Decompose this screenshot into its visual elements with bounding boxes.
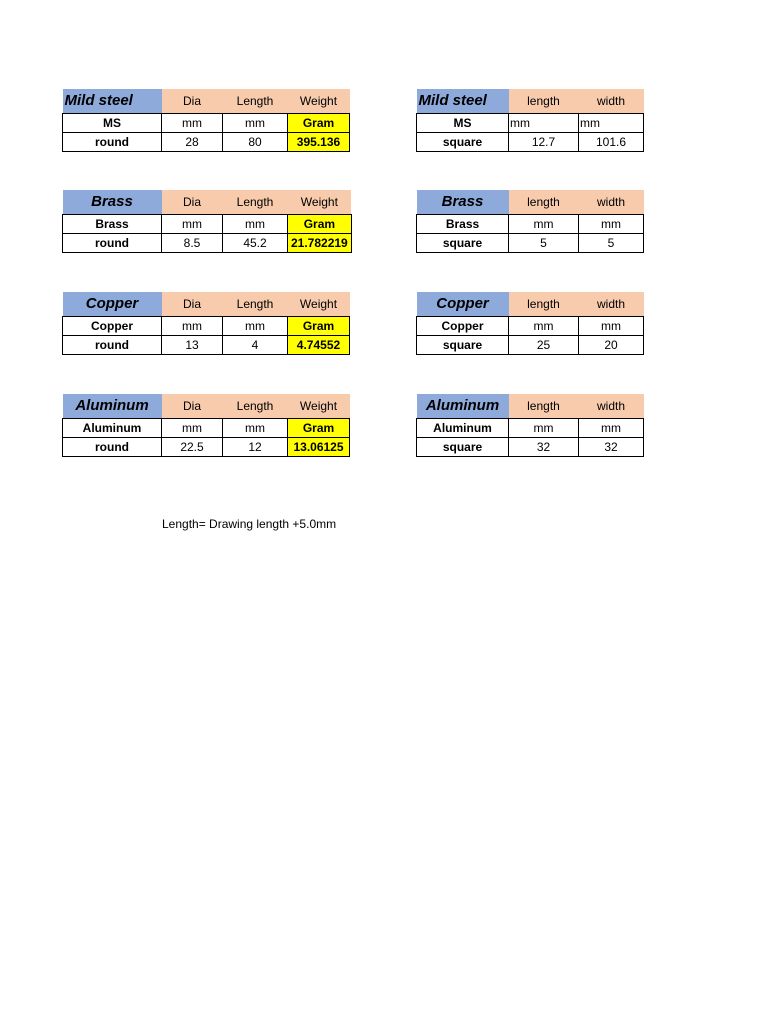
length-unit-cell[interactable]: mm (509, 418, 579, 437)
length-value-cell[interactable]: 12.7 (509, 132, 579, 151)
length-value-cell[interactable]: 80 (223, 132, 288, 151)
shape-cell[interactable]: round (63, 437, 162, 456)
material-code-cell[interactable]: Brass (63, 214, 162, 233)
material-code-cell[interactable]: MS (417, 113, 509, 132)
width-unit-cell[interactable]: mm (579, 214, 644, 233)
values-row (417, 233, 644, 252)
width-value-cell[interactable]: 32 (579, 437, 644, 456)
weight-unit-cell[interactable]: Gram (288, 316, 350, 335)
shape-cell[interactable]: square (417, 335, 509, 354)
length-unit-cell[interactable]: mm (509, 113, 579, 132)
dia-value-cell[interactable]: 28 (162, 132, 223, 151)
table-header-row (417, 190, 644, 214)
dia-value-cell[interactable]: 22.5 (162, 437, 223, 456)
material-code-cell[interactable]: Aluminum (417, 418, 509, 437)
values-row (63, 233, 352, 252)
units-row (417, 113, 644, 132)
table-title: Copper (417, 292, 509, 316)
material-code-cell[interactable]: Copper (417, 316, 509, 335)
table-header-row (417, 89, 644, 113)
header-length: length (509, 89, 579, 113)
table-header-row (63, 190, 352, 214)
width-unit-cell[interactable]: mm (579, 316, 644, 335)
brass-round-table (62, 190, 352, 253)
table-title: Aluminum (417, 394, 509, 418)
table-title: Mild steel (63, 89, 162, 113)
weight-unit-cell[interactable]: Gram (288, 214, 352, 233)
length-unit-cell[interactable]: mm (223, 113, 288, 132)
header-length: Length (223, 190, 288, 214)
weight-value-cell[interactable]: 21.782219 (288, 233, 352, 252)
header-dia: Dia (162, 89, 223, 113)
length-value-cell[interactable]: 45.2 (223, 233, 288, 252)
header-width: width (579, 190, 644, 214)
header-dia: Dia (162, 292, 223, 316)
material-code-cell[interactable]: Aluminum (63, 418, 162, 437)
length-unit-cell[interactable]: mm (223, 418, 288, 437)
values-row (63, 437, 350, 456)
units-row (63, 418, 350, 437)
brass-square-table (416, 190, 644, 253)
weight-value-cell[interactable]: 395.136 (288, 132, 350, 151)
header-width: width (579, 292, 644, 316)
dia-unit-cell[interactable]: mm (162, 113, 223, 132)
header-weight: Weight (288, 394, 350, 418)
material-code-cell[interactable]: Brass (417, 214, 509, 233)
header-weight: Weight (288, 292, 350, 316)
aluminum-square-table (416, 394, 644, 457)
mild-steel-square-table (416, 89, 644, 152)
weight-unit-cell[interactable]: Gram (288, 113, 350, 132)
table-header-row (417, 394, 644, 418)
dia-unit-cell[interactable]: mm (162, 214, 223, 233)
header-dia: Dia (162, 190, 223, 214)
length-note: Length= Drawing length +5.0mm (162, 517, 337, 531)
length-value-cell[interactable]: 5 (509, 233, 579, 252)
values-row (417, 132, 644, 151)
header-length: Length (223, 394, 288, 418)
length-unit-cell[interactable]: mm (509, 214, 579, 233)
length-value-cell[interactable]: 32 (509, 437, 579, 456)
header-weight: Weight (288, 190, 352, 214)
values-row (417, 335, 644, 354)
width-value-cell[interactable]: 5 (579, 233, 644, 252)
shape-cell[interactable]: round (63, 132, 162, 151)
values-row (63, 335, 350, 354)
dia-unit-cell[interactable]: mm (162, 316, 223, 335)
units-row (417, 418, 644, 437)
material-code-cell[interactable]: MS (63, 113, 162, 132)
length-value-cell[interactable]: 25 (509, 335, 579, 354)
header-length: length (509, 292, 579, 316)
dia-value-cell[interactable]: 8.5 (162, 233, 223, 252)
weight-value-cell[interactable]: 4.74552 (288, 335, 350, 354)
units-row (63, 214, 352, 233)
table-title: Brass (417, 190, 509, 214)
header-length: length (509, 394, 579, 418)
width-value-cell[interactable]: 101.6 (579, 132, 644, 151)
table-title: Mild steel (417, 89, 509, 113)
shape-cell[interactable]: square (417, 132, 509, 151)
units-row (63, 316, 350, 335)
dia-unit-cell[interactable]: mm (162, 418, 223, 437)
header-length: length (509, 190, 579, 214)
table-header-row (63, 292, 350, 316)
shape-cell[interactable]: round (63, 233, 162, 252)
units-row (417, 214, 644, 233)
length-unit-cell[interactable]: mm (223, 214, 288, 233)
table-title: Brass (63, 190, 162, 214)
header-length: Length (223, 89, 288, 113)
weight-unit-cell[interactable]: Gram (288, 418, 350, 437)
mild-steel-round-table (62, 89, 350, 152)
header-length: Length (223, 292, 288, 316)
material-code-cell[interactable]: Copper (63, 316, 162, 335)
length-value-cell[interactable]: 12 (223, 437, 288, 456)
table-title: Copper (63, 292, 162, 316)
shape-cell[interactable]: round (63, 335, 162, 354)
length-unit-cell[interactable]: mm (223, 316, 288, 335)
header-width: width (579, 89, 644, 113)
aluminum-round-table (62, 394, 350, 457)
shape-cell[interactable]: square (417, 437, 509, 456)
dia-value-cell[interactable]: 13 (162, 335, 223, 354)
header-weight: Weight (288, 89, 350, 113)
table-header-row (417, 292, 644, 316)
copper-round-table (62, 292, 350, 355)
table-header-row (63, 394, 350, 418)
width-unit-cell[interactable]: mm (579, 418, 644, 437)
header-width: width (579, 394, 644, 418)
values-row (63, 132, 350, 151)
length-value-cell[interactable]: 4 (223, 335, 288, 354)
weight-value-cell[interactable]: 13.06125 (288, 437, 350, 456)
units-row (417, 316, 644, 335)
values-row (417, 437, 644, 456)
length-unit-cell[interactable]: mm (509, 316, 579, 335)
table-header-row (63, 89, 350, 113)
header-dia: Dia (162, 394, 223, 418)
width-value-cell[interactable]: 20 (579, 335, 644, 354)
table-title: Aluminum (63, 394, 162, 418)
width-unit-cell[interactable]: mm (579, 113, 644, 132)
shape-cell[interactable]: square (417, 233, 509, 252)
units-row (63, 113, 350, 132)
copper-square-table (416, 292, 644, 355)
